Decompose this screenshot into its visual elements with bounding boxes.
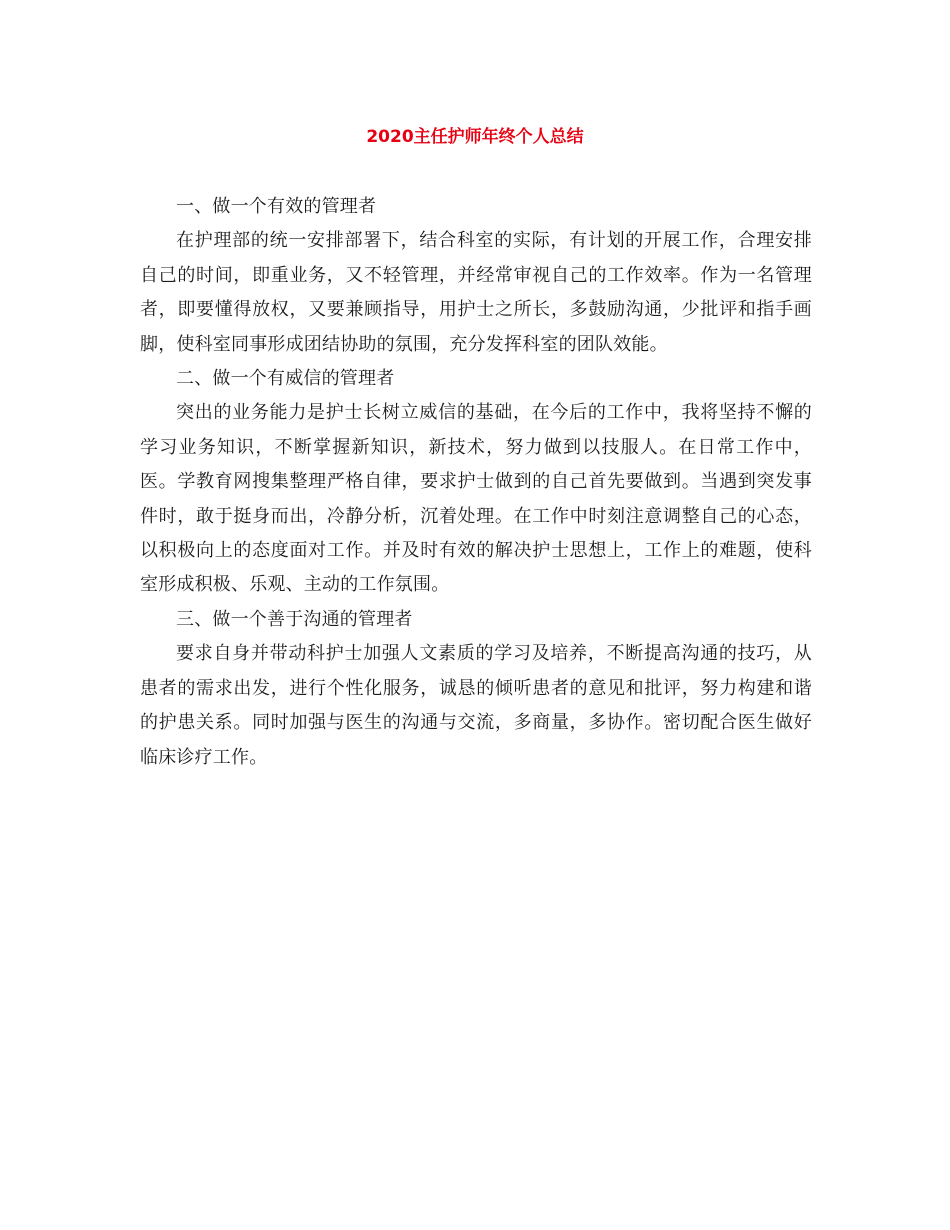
section-paragraph-2: 突出的业务能力是护士长树立威信的基础，在今后的工作中，我将坚持不懈的学习业务知识，不断掌握新知识，新技术，努力做到以技服人。在日常工作中，医。学教育网搜集整理严格自律，要求护士做到的自己首先要做到。当遇到突发事件时，敢于挺身而出，冷静分析，沉着处理。在工作中时刻注意调整自己的心态，以积极向上的态度面对工作。并及时有效的解决护士思想上，工作上的难题，使科室形成积极、乐观、主动的工作氛围。 [140, 402, 812, 596]
section-heading-2: 二、做一个有威信的管理者 [176, 368, 395, 390]
document-title: 2020主任护师年终个人总结 [366, 127, 584, 147]
section-heading-3: 三、做一个善于沟通的管理者 [176, 608, 413, 630]
section-heading-1: 一、做一个有效的管理者 [176, 196, 377, 217]
document-body [140, 190, 812, 775]
section-paragraph-1: 在护理部的统一安排部署下，结合科室的实际，有计划的开展工作，合理安排自己的时间，即重业务，又不轻管理，并经常审视自己的工作效率。作为一名管理者，即要懂得放权，又要兼顾指导，用护士之所长，多鼓励沟通，少批评和指手画脚，使科室同事形成团结协助的氛围，充分发挥科室的团队效能。 [140, 230, 812, 355]
section-paragraph-3: 要求自身并带动科护士加强人文素质的学习及培养，不断提高沟通的技巧，从患者的需求出发，进行个性化服务，诚恳的倾听患者的意见和批评，努力构建和谐的护患关系。同时加强与医生的沟通与交流，多商量，多协作。密切配合医生做好临床诊疗工作。 [140, 643, 812, 768]
